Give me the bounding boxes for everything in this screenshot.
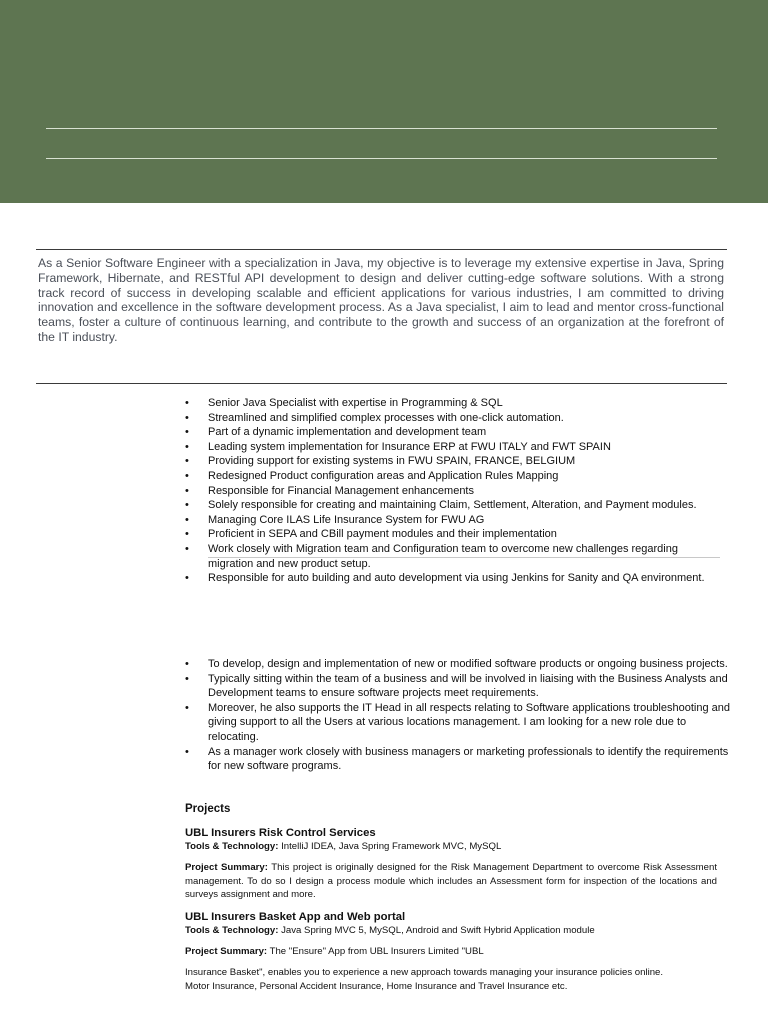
list-item: • Work closely with Migration team and Configuration team to overcome new challenges regarding migration and new product setup.	[208, 542, 723, 571]
list-item: • Providing support for existing systems in FWU SPAIN, FRANCE, BELGIUM	[208, 454, 723, 469]
list-item: • Moreover, he also supports the IT Head in all respects relating to Software applications troubleshooting and giving support to all the Users at various locations management. I am looking for a new role due to relocating.	[208, 701, 736, 745]
summary-label: Project Summary:	[185, 945, 268, 957]
project-item	[185, 826, 717, 902]
list-divider	[208, 557, 720, 558]
summary-value: This project is originally designed for the Risk Management Department to overcome Risk Assessment management. To do so I design a process module which includes an Assessment form for inspection of the locations and surveys assignment and more.	[185, 862, 717, 900]
header-divider-bottom	[46, 158, 717, 159]
project-item	[185, 910, 717, 994]
project-summary-continued: Motor Insurance, Personal Accident Insurance, Home Insurance and Travel Insurance etc.	[185, 980, 568, 992]
project-summary	[185, 945, 717, 959]
project-summary	[185, 861, 717, 902]
objective-text: As a Senior Software Engineer with a specialization in Java, my objective is to leverage my extensive expertise in Java, Spring Framework, Hibernate, and RESTful API development to design and deliver cutting-edge software solutions. With a strong track record of success in developing scalable and efficient applications for various industries, I am committed to driving innovation and excellence in the software development process. As a Java specialist, I aim to lead and mentor cross-functional teams, foster a culture of continuous learning, and contribute to the growth and success of an organization at the forefront of the IT industry.	[38, 256, 724, 344]
list-item: • To develop, design and implementation of new or modified software products or ongoing business projects.	[208, 657, 736, 672]
tools-value: Java Spring MVC 5, MySQL, Android and Swift Hybrid Application module	[278, 924, 595, 936]
header-divider-top	[46, 128, 717, 129]
summary-value: The "Ensure" App from UBL Insurers Limited "UBL	[267, 945, 484, 957]
summary-label: Project Summary:	[185, 862, 268, 873]
tools-label: Tools & Technology:	[185, 924, 279, 936]
list-item: • Responsible for auto building and auto development via using Jenkins for Sanity and QA environment.	[208, 571, 723, 586]
tools-value: IntelliJ IDEA, Java Spring Framework MVC, MySQL	[278, 841, 502, 852]
list-item: • Solely responsible for creating and maintaining Claim, Settlement, Alteration, and Payment modules.	[208, 498, 723, 513]
list-item: • Responsible for Financial Management enhancements	[208, 484, 723, 499]
header-banner	[0, 0, 768, 203]
list-item: • Redesigned Product configuration areas and Application Rules Mapping	[208, 469, 723, 484]
list-item: • Part of a dynamic implementation and development team	[208, 425, 723, 440]
role-list	[208, 657, 736, 774]
project-tools	[185, 924, 717, 937]
tools-label: Tools & Technology:	[185, 841, 279, 852]
objective-divider	[36, 249, 727, 250]
projects-heading: Projects	[185, 803, 231, 815]
list-item: • Senior Java Specialist with expertise in Programming & SQL	[208, 396, 723, 411]
project-title: UBL Insurers Basket App and Web portal	[185, 910, 406, 923]
project-title: UBL Insurers Risk Control Services	[185, 827, 376, 839]
list-item: • Typically sitting within the team of a business and will be involved in liaising with the Business Analysts and Development teams to ensure software projects meet requirements.	[208, 672, 736, 701]
projects-section	[185, 802, 717, 997]
list-item: • Proficient in SEPA and CBill payment modules and their implementation	[208, 527, 723, 542]
project-summary-continued: Insurance Basket", enables you to experience a new approach towards managing your insurance policies online.	[185, 967, 664, 978]
list-item: • Streamlined and simplified complex processes with one-click automation.	[208, 411, 723, 426]
list-item: • Managing Core ILAS Life Insurance System for FWU AG	[208, 513, 723, 528]
list-item: • Leading system implementation for Insurance ERP at FWU ITALY and FWT SPAIN	[208, 440, 723, 455]
project-tools	[185, 840, 717, 853]
experience-divider	[36, 383, 727, 384]
list-item: • As a manager work closely with business managers or marketing professionals to identify the requirements for new software programs.	[208, 745, 736, 774]
